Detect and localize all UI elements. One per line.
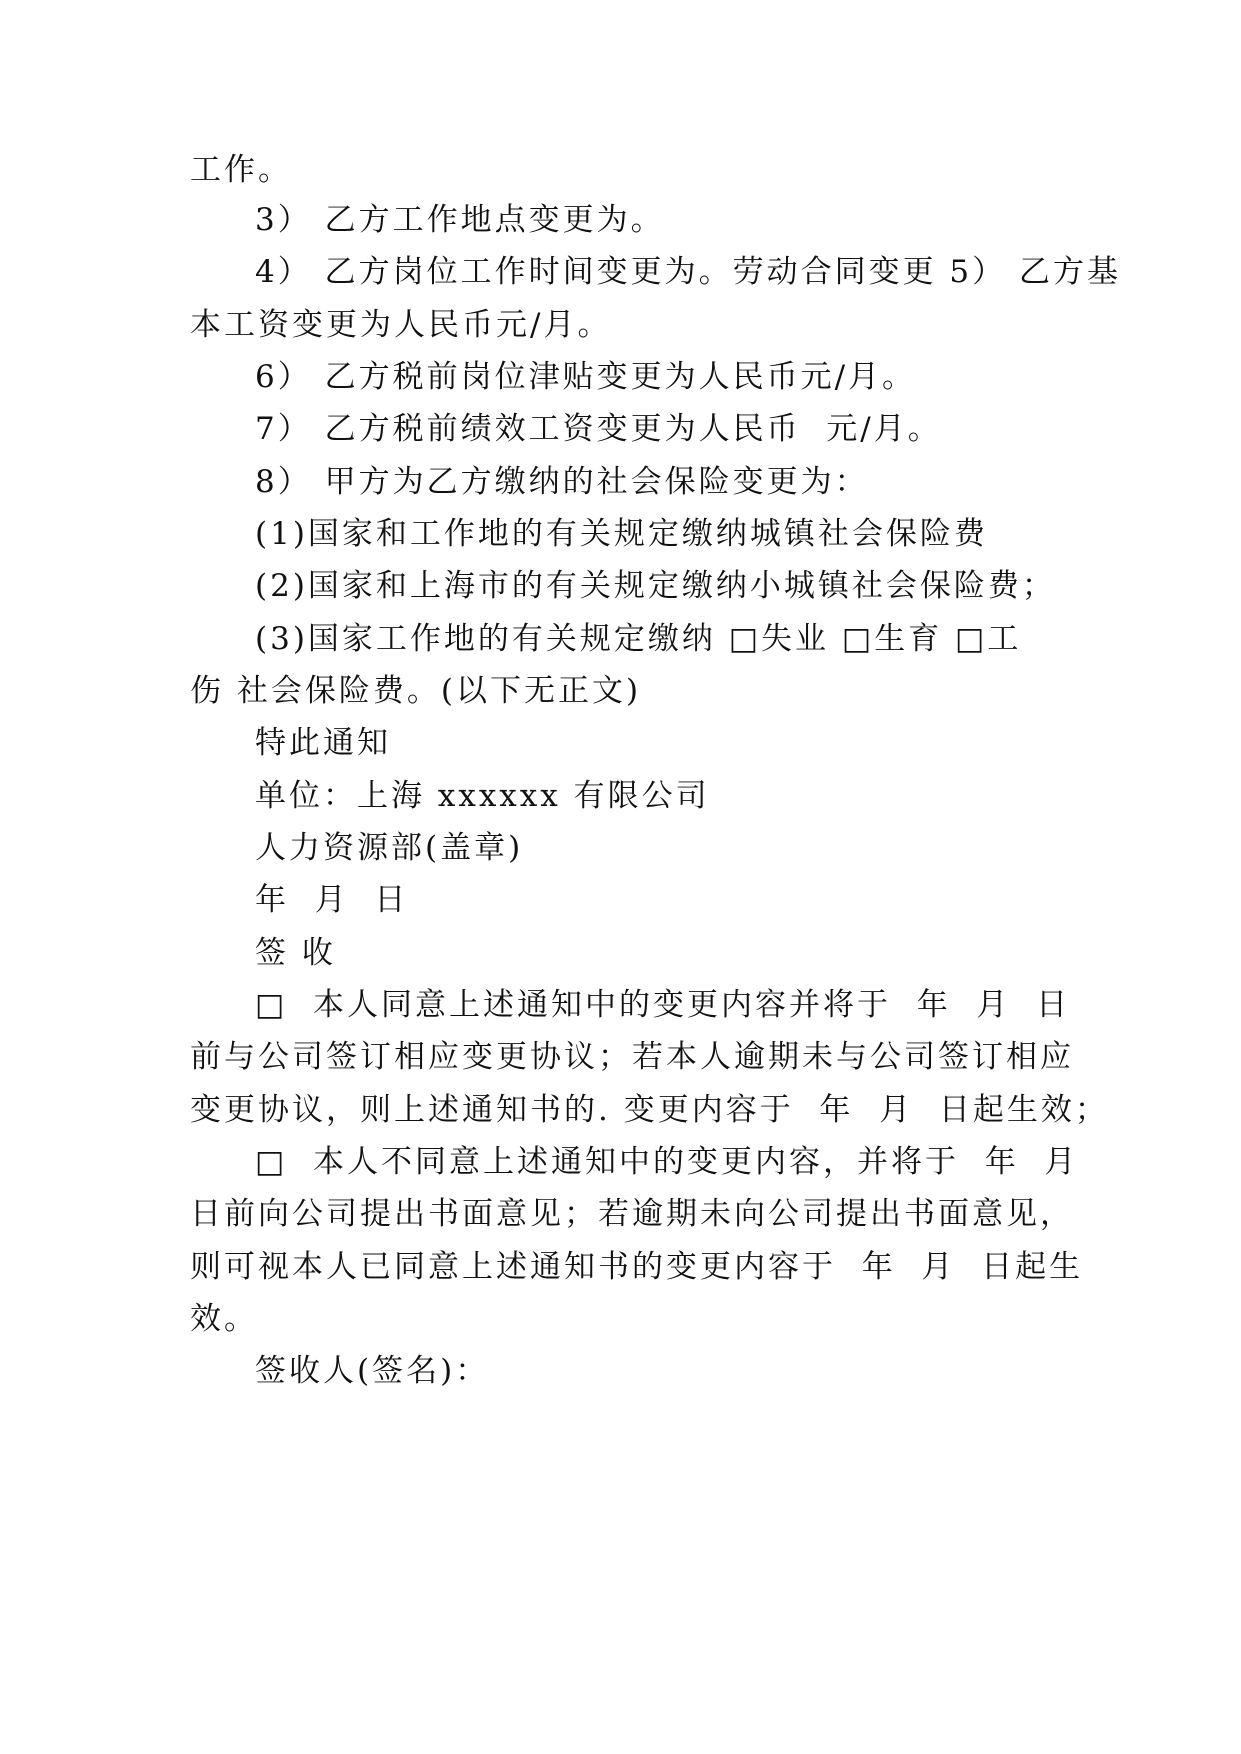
text-line: 4） 乙方岗位工作时间变更为。劳动合同变更 5） 乙方基	[255, 254, 1122, 290]
text-line: 本工资变更为人民币元/月。	[190, 307, 612, 343]
text-line: 则可视本人已同意上述通知书的变更内容于 年 月 日起生	[190, 1249, 1084, 1285]
text-line: □ 本人不同意上述通知中的变更内容，并将于 年 月	[255, 1144, 1079, 1180]
text-line: 签 收	[255, 935, 336, 971]
text-line: 3） 乙方工作地点变更为。	[255, 202, 665, 238]
text-line: (2)国家和上海市的有关规定缴纳小城镇社会保险费；	[255, 568, 1056, 604]
text-line: 单位：上海 xxxxxx 有限公司	[255, 778, 710, 814]
text-line: □ 本人同意上述通知中的变更内容并将于 年 月 日	[255, 987, 1071, 1023]
text-line: (1)国家和工作地的有关规定缴纳城镇社会保险费	[255, 516, 988, 552]
text-line: 6） 乙方税前岗位津贴变更为人民币元/月。	[255, 359, 917, 395]
text-line: 工作。	[190, 152, 292, 188]
text-line: (3)国家工作地的有关规定缴纳 □失业 □生育 □工	[255, 621, 1022, 657]
text-line: 前与公司签订相应变更协议；若本人逾期未与公司签订相应	[190, 1039, 1074, 1075]
text-line: 人力资源部(盖章)	[255, 830, 524, 866]
text-line: 变更协议，则上述通知书的. 变更内容于 年 月 日起生效；	[190, 1092, 1109, 1128]
text-line: 日前向公司提出书面意见；若逾期未向公司提出书面意见，	[190, 1196, 1074, 1232]
text-line: 伤 社会保险费。(以下无正文)	[190, 673, 642, 709]
text-line: 年 月 日	[255, 882, 409, 918]
text-line: 8） 甲方为乙方缴纳的社会保险变更为：	[255, 464, 869, 500]
text-line: 签收人(签名)：	[255, 1353, 490, 1389]
text-line: 效。	[190, 1301, 258, 1337]
text-line: 7） 乙方税前绩效工资变更为人民币 元/月。	[255, 411, 942, 447]
text-line: 特此通知	[255, 725, 391, 761]
